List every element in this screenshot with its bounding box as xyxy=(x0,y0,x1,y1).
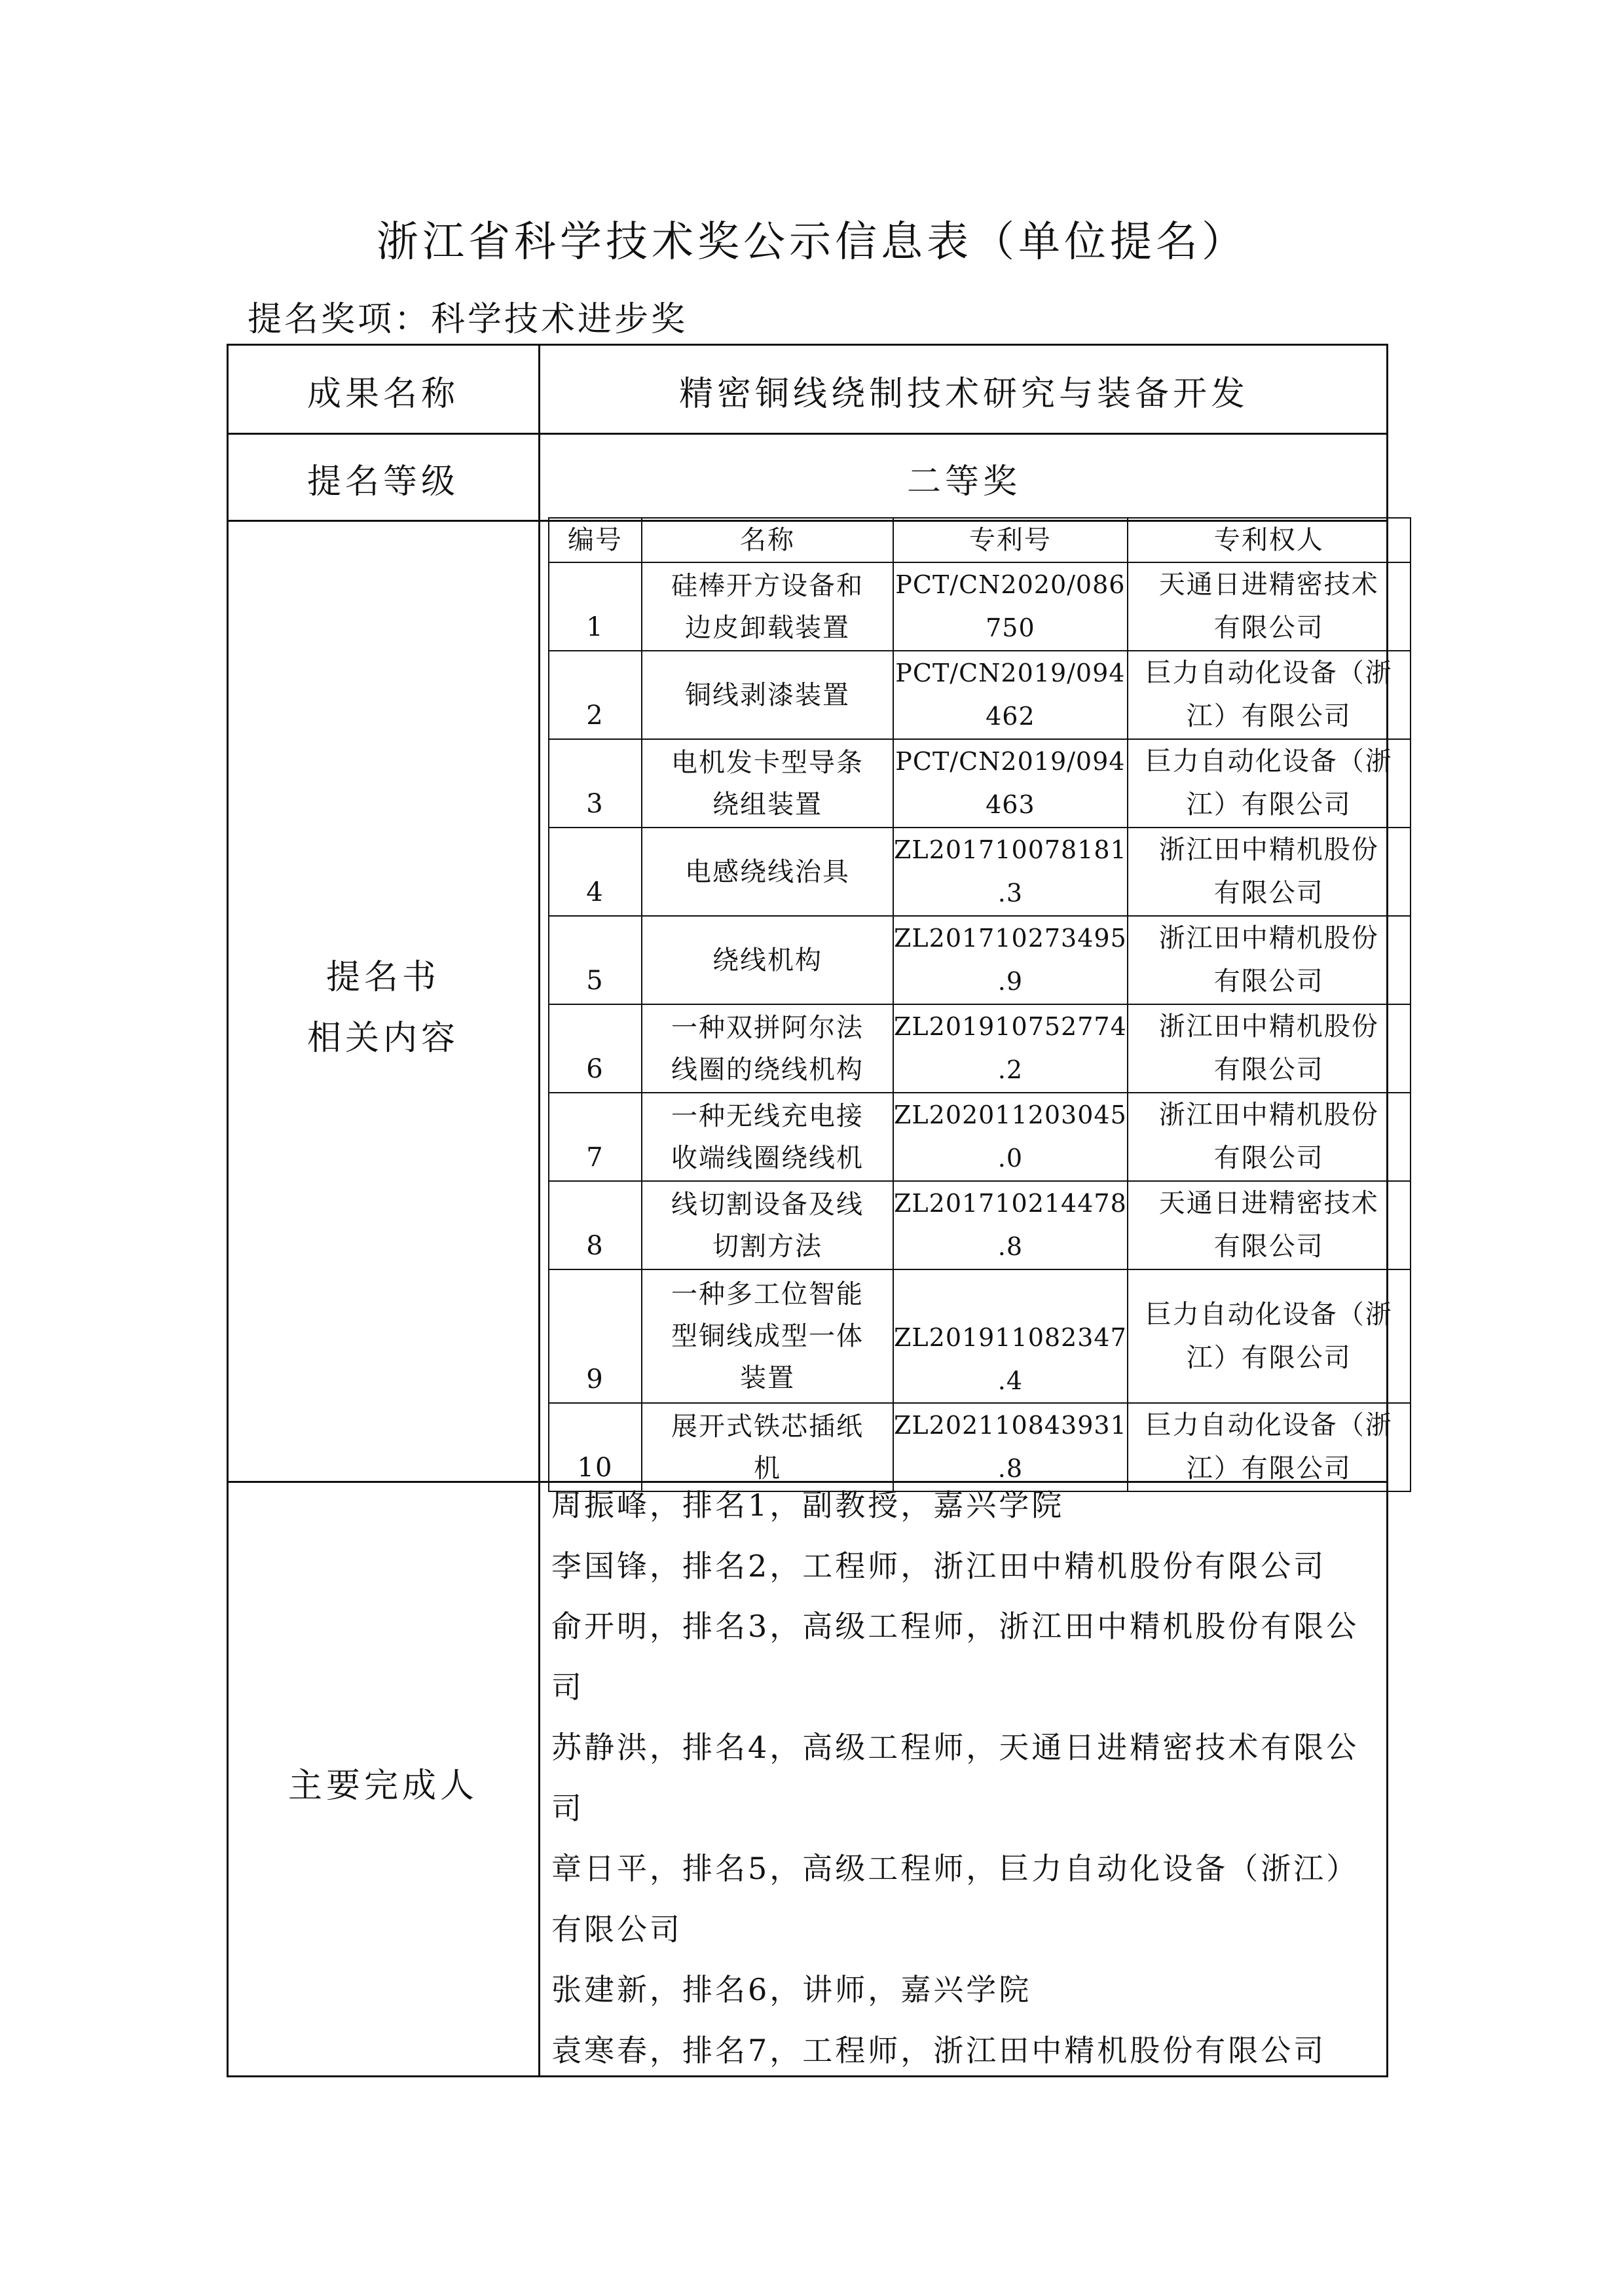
patent-name-line: 一种无线充电接 xyxy=(671,1101,864,1131)
patent-owner-line: 有限公司 xyxy=(1213,1231,1324,1262)
persons-label: 主要完成人 xyxy=(287,1766,478,1806)
completer-entry: 李国锋，排名2，工程师，浙江田中精机股份有限公司 xyxy=(551,1548,1327,1584)
patent-name-cell xyxy=(642,916,893,1004)
patent-no-cell: 9 xyxy=(549,1269,642,1403)
patent-owner-line: 浙江田中精机股份 xyxy=(1158,835,1379,865)
patent-owner-line: 天通日进精密技术 xyxy=(1158,570,1379,600)
result-name-label: 成果名称 xyxy=(306,374,459,414)
patent-name-cell xyxy=(642,739,893,828)
patent-no-cell: 8 xyxy=(549,1181,642,1269)
patent-name-line: 铜线剥漆装置 xyxy=(685,680,850,710)
patent-owner-line: 浙江田中精机股份 xyxy=(1158,923,1379,953)
patent-name-line: 硅棒开方设备和 xyxy=(671,570,864,601)
patent-owner-line: 江）有限公司 xyxy=(1186,1453,1352,1484)
patent-owner-line: 巨力自动化设备（浙 xyxy=(1145,1410,1393,1440)
patent-number-cell xyxy=(893,739,1128,828)
patent-number-line: .9 xyxy=(997,967,1024,996)
patent-name-cell xyxy=(642,651,893,739)
patent-no-cell: 1 xyxy=(549,562,642,651)
patent-number-line: ZL201911082347 xyxy=(894,1323,1127,1352)
nomination-label-line2: 相关内容 xyxy=(306,1019,459,1058)
header-patent-no: 专利号 xyxy=(893,518,1128,562)
patent-name-line: 绕线机构 xyxy=(712,945,822,975)
patent-name-line: 电机发卡型导条 xyxy=(671,747,864,778)
patent-number-cell xyxy=(893,1269,1128,1403)
header-name: 名称 xyxy=(642,518,893,562)
patent-owner-cell xyxy=(1128,651,1411,739)
patent-number-line: .8 xyxy=(997,1454,1024,1483)
patent-name-cell xyxy=(642,562,893,651)
patent-number-line: 750 xyxy=(986,613,1035,642)
patent-owner-line: 天通日进精密技术 xyxy=(1158,1188,1379,1218)
completer-entry: 袁寒春，排名7，工程师，浙江田中精机股份有限公司 xyxy=(551,2032,1327,2068)
table-row xyxy=(549,1269,1411,1403)
table-row xyxy=(549,916,1411,1004)
patent-number-line: PCT/CN2020/086 xyxy=(895,570,1126,599)
header-owner: 专利权人 xyxy=(1128,518,1411,562)
patent-number-cell xyxy=(893,1093,1128,1181)
result-name-value: 精密铜线绕制技术研究与装备开发 xyxy=(678,374,1249,414)
patent-number-cell xyxy=(893,916,1128,1004)
patent-no-cell: 3 xyxy=(549,739,642,828)
patent-number-line: .4 xyxy=(997,1366,1024,1395)
patent-name-cell xyxy=(642,1181,893,1269)
patent-table xyxy=(548,517,1411,1492)
patent-name-line: 电感绕线治具 xyxy=(685,856,850,887)
patent-no-cell: 7 xyxy=(549,1093,642,1181)
patent-table-header xyxy=(549,518,1411,562)
patent-owner-line: 浙江田中精机股份 xyxy=(1158,1100,1379,1130)
completer-entry: 章日平，排名5，高级工程师，巨力自动化设备（浙江）有限公司 xyxy=(551,1851,1359,1947)
patent-owner-line: 巨力自动化设备（浙 xyxy=(1145,746,1393,776)
patent-owner-line: 浙江田中精机股份 xyxy=(1158,1011,1379,1042)
patent-name-line: 线切割设备及线 xyxy=(671,1189,864,1220)
patent-owner-cell xyxy=(1128,1093,1411,1181)
table-row xyxy=(549,1181,1411,1269)
patent-name-line: 装置 xyxy=(740,1363,795,1393)
level-label: 提名等级 xyxy=(306,462,459,501)
table-column-divider xyxy=(538,344,540,2077)
table-row xyxy=(549,828,1411,916)
patent-no-cell: 2 xyxy=(549,651,642,739)
patent-owner-line: 江）有限公司 xyxy=(1186,1343,1352,1373)
patent-owner-line: 有限公司 xyxy=(1213,966,1324,996)
patent-no-cell: 4 xyxy=(549,828,642,916)
patent-owner-cell xyxy=(1128,916,1411,1004)
patent-owner-line: 江）有限公司 xyxy=(1186,790,1352,820)
table-row xyxy=(549,562,1411,651)
patent-number-cell xyxy=(893,1181,1128,1269)
patent-name-line: 型铜线成型一体 xyxy=(671,1321,864,1351)
patent-owner-line: 有限公司 xyxy=(1213,613,1324,643)
patent-number-line: ZL201710273495 xyxy=(894,924,1127,953)
patent-name-line: 绕组装置 xyxy=(712,789,822,820)
patent-no-cell: 5 xyxy=(549,916,642,1004)
patent-name-line: 一种双拼阿尔法 xyxy=(671,1012,864,1043)
table-row xyxy=(549,739,1411,828)
patent-number-line: .2 xyxy=(997,1055,1024,1084)
patent-name-cell xyxy=(642,1093,893,1181)
patent-name-cell xyxy=(642,1269,893,1403)
patent-number-cell xyxy=(893,562,1128,651)
patent-number-cell xyxy=(893,828,1128,916)
patent-owner-line: 有限公司 xyxy=(1213,878,1324,908)
award-item: 提名奖项：科学技术进步奖 xyxy=(248,300,688,339)
patent-name-line: 一种多工位智能 xyxy=(671,1279,864,1309)
table-row xyxy=(549,1093,1411,1181)
patent-owner-line: 巨力自动化设备（浙 xyxy=(1145,1300,1393,1330)
patent-owner-cell xyxy=(1128,562,1411,651)
nomination-label-line1: 提名书 xyxy=(325,958,440,997)
patent-number-line: ZL201710078181 xyxy=(894,835,1127,864)
patent-number-line: .3 xyxy=(997,879,1024,907)
completer-entry: 苏静洪，排名4，高级工程师，天通日进精密技术有限公司 xyxy=(551,1730,1359,1826)
patent-owner-line: 巨力自动化设备（浙 xyxy=(1145,658,1393,688)
patent-owner-cell xyxy=(1128,739,1411,828)
patent-number-cell xyxy=(893,651,1128,739)
main-completers-list xyxy=(551,1475,1363,2081)
table-row xyxy=(549,651,1411,739)
patent-number-line: ZL201910752774 xyxy=(894,1012,1127,1041)
table-divider xyxy=(227,433,1388,435)
table-border-left xyxy=(227,344,229,2077)
patent-number-line: ZL202110843931 xyxy=(894,1411,1127,1440)
patent-number-line: ZL201710214478 xyxy=(894,1189,1127,1218)
table-row xyxy=(549,1004,1411,1093)
level-value: 二等奖 xyxy=(906,462,1021,501)
patent-name-line: 线圈的绕线机构 xyxy=(671,1054,864,1085)
patent-owner-line: 江）有限公司 xyxy=(1186,701,1352,731)
patent-number-cell xyxy=(893,1004,1128,1093)
page-title: 浙江省科学技术奖公示信息表（单位提名） xyxy=(377,218,1247,266)
patent-name-line: 切割方法 xyxy=(712,1231,822,1262)
patent-owner-line: 有限公司 xyxy=(1213,1143,1324,1173)
header-no: 编号 xyxy=(549,518,642,562)
completer-entry: 周振峰，排名1，副教授，嘉兴学院 xyxy=(551,1487,1065,1523)
patent-no-cell: 10 xyxy=(549,1403,642,1491)
patent-name-line: 收端线圈绕线机 xyxy=(671,1142,864,1173)
patent-owner-cell xyxy=(1128,1269,1411,1403)
patent-name-line: 展开式铁芯插纸 xyxy=(671,1411,864,1442)
patent-name-cell xyxy=(642,1004,893,1093)
patent-owner-cell xyxy=(1128,1004,1411,1093)
patent-name-line: 边皮卸载装置 xyxy=(685,612,850,643)
patent-owner-cell xyxy=(1128,1181,1411,1269)
completer-entry: 张建新，排名6，讲师，嘉兴学院 xyxy=(551,1972,1032,2007)
patent-number-line: PCT/CN2019/094 xyxy=(895,659,1126,687)
patent-name-line: 机 xyxy=(754,1453,781,1484)
patent-name-cell xyxy=(642,828,893,916)
patent-number-line: PCT/CN2019/094 xyxy=(895,747,1126,776)
patent-no-cell: 6 xyxy=(549,1004,642,1093)
patent-number-line: 462 xyxy=(986,702,1035,731)
table-border-top xyxy=(227,344,1388,346)
patent-number-line: 463 xyxy=(986,790,1035,819)
patent-owner-line: 有限公司 xyxy=(1213,1055,1324,1085)
patent-owner-cell xyxy=(1128,828,1411,916)
patent-number-line: .0 xyxy=(997,1144,1024,1173)
patent-number-line: ZL202011203045 xyxy=(894,1101,1127,1129)
completer-entry: 俞开明，排名3，高级工程师，浙江田中精机股份有限公司 xyxy=(551,1609,1359,1705)
patent-number-line: .8 xyxy=(997,1232,1024,1261)
